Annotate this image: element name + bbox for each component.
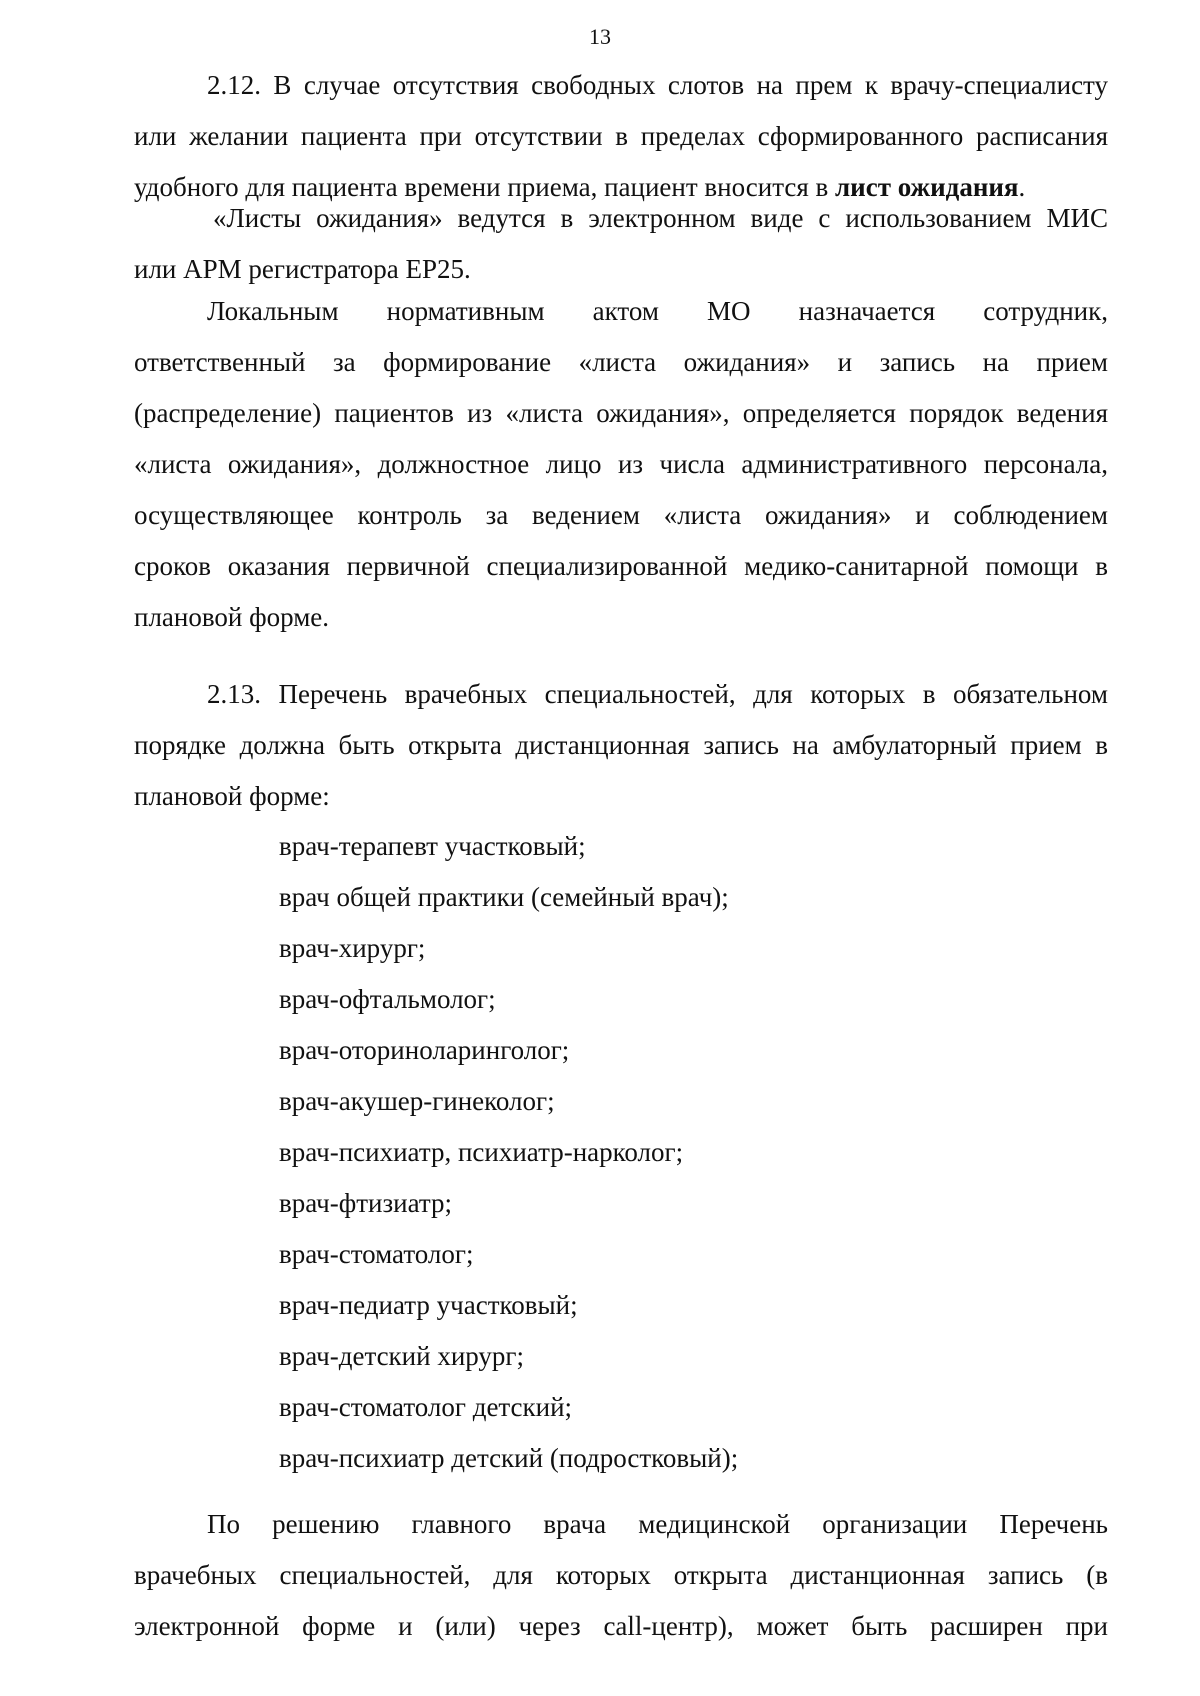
list-item: врач-акушер-гинеколог; [279,1086,555,1116]
list-item: врач-психиатр, психиатр-нарколог; [279,1137,684,1167]
paragraph-local-act-line-1: Локальным нормативным актом МО назначается сотрудник, [207,296,1108,326]
paragraph-2-13-line-2: порядке должна быть открыта дистанционная запись на амбулаторный прием в [134,730,1108,760]
list-item: врач-оториноларинголог; [279,1035,570,1065]
paragraph-chief-decision-line-1: По решению главного врача медицинской организации Перечень [207,1509,1108,1539]
paragraph-chief-decision [134,1499,1108,1652]
paragraph-local-act [134,286,1108,643]
paragraph-2-12-line-3-text: удобного для пациента времени приема, пациент вносится в [134,172,835,202]
specialties-list [279,821,1079,1484]
paragraph-chief-decision-line-3: электронной форме и (или) через call-центр), может быть расширен при [134,1611,1108,1641]
paragraph-2-13-line-3: плановой форме: [134,781,330,811]
list-item: врач общей практики (семейный врач); [279,882,729,912]
paragraph-2-12 [134,60,1108,213]
paragraph-waiting-lists [134,193,1108,295]
list-item: врач-стоматолог; [279,1239,474,1269]
list-item: врач-стоматолог детский; [279,1392,573,1422]
waiting-list-term: лист ожидания [835,172,1019,202]
paragraph-local-act-line-4: «листа ожидания», должностное лицо из числа административного персонала, [134,449,1108,479]
paragraph-local-act-line-2: ответственный за формирование «листа ожидания» и запись на прием [134,347,1108,377]
list-item: врач-хирург; [279,933,426,963]
paragraph-2-13 [134,669,1108,822]
paragraph-local-act-line-3: (распределение) пациентов из «листа ожидания», определяется порядок ведения [134,398,1108,428]
list-item: врач-терапевт участковый; [279,831,586,861]
paragraph-local-act-line-6: сроков оказания первичной специализированной медико-санитарной помощи в [134,551,1108,581]
paragraph-waiting-lists-line-2: или АРМ регистратора ЕР25. [134,254,471,284]
paragraph-waiting-lists-line-1: «Листы ожидания» ведутся в электронном виде с использованием МИС [213,203,1108,233]
paragraph-2-12-line-2: или желании пациента при отсутствии в пределах сформированного расписания [134,121,1108,151]
list-item: врач-фтизиатр; [279,1188,452,1218]
paragraph-chief-decision-line-2: врачебных специальностей, для которых открыта дистанционная запись (в [134,1560,1108,1590]
list-item: врач-психиатр детский (подростковый); [279,1443,739,1473]
paragraph-2-13-line-1: 2.13. Перечень врачебных специальностей, для которых в обязательном [207,679,1108,709]
list-item: врач-офтальмолог; [279,984,496,1014]
list-item: врач-педиатр участковый; [279,1290,578,1320]
paragraph-2-12-line-3-end: . [1018,172,1026,202]
paragraph-2-12-line-1: 2.12. В случае отсутствия свободных слотов на прем к врачу-специалисту [207,70,1108,100]
paragraph-local-act-line-7: плановой форме. [134,602,330,632]
list-item: врач-детский хирург; [279,1341,524,1371]
paragraph-local-act-line-5: осуществляющее контроль за ведением «листа ожидания» и соблюдением [134,500,1108,530]
page-number: 13 [589,24,611,49]
